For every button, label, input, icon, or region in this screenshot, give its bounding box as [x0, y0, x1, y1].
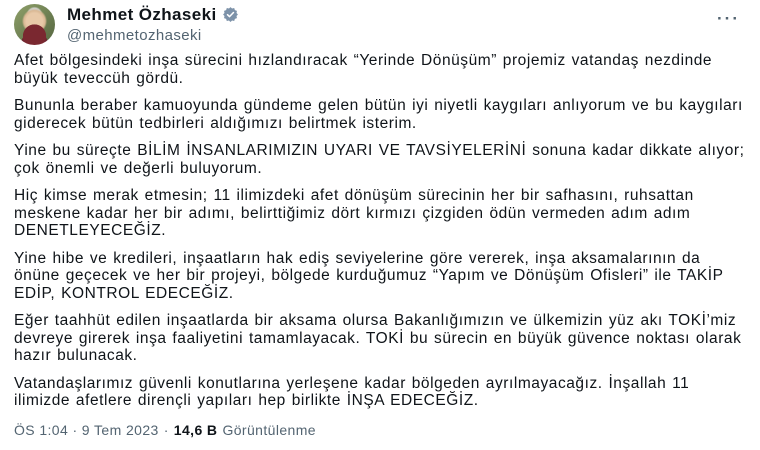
tweet-paragraph: Yine bu süreçte BİLİM İNSANLARIMIZIN UYARI VE TAVSİYELERİNİ sonuna kadar dikkate alıyor; çok önemli ve değerli buluyorum. — [14, 142, 745, 177]
tweet-header — [14, 4, 746, 46]
more-options-icon[interactable]: ··· — [717, 9, 740, 28]
avatar[interactable] — [14, 4, 55, 45]
tweet-paragraph: Yine hibe ve kredileri, inşaatların hak ediş seviyelerine göre vererek, inşa aksamalarının da önüne geçecek ve her bir projeyi, bölgede kurduğumuz “Yapım ve Dönüşüm Ofisleri” ile TAKİP EDİP, KONTROL EDECEĞİZ. — [14, 249, 724, 302]
tweet-paragraph: Eğer taahhüt edilen inşaatlarda bir aksama olursa Bakanlığımızın ve ülkemizin yüz akı TOKİ’miz devreye girerek inşa faaliyetini tamamlayacak. TOKİ bu sürecin en büyük güvence noktası olarak hazır bulunacak. — [14, 312, 742, 364]
tweet-paragraph: Vatandaşlarımız güvenli konutlarına yerleşene kadar bölgeden ayrılmayacağız. İnşallah 11 ilimizde afetlere dirençli yapıları hep birlikte İNŞA EDECEĞİZ. — [14, 374, 690, 409]
tweet-footer — [14, 422, 746, 438]
tweet-body — [14, 52, 746, 410]
verified-badge-icon — [222, 6, 239, 23]
tweet-paragraph: Hiç kimse merak etmesin; 11 ilimizdeki afet dönüşüm sürecinin her bir safhasını, ruhsattan meskene kadar her bir adımı, belirttiğimiz dört kırmızı çizgiden ödün vermeden adım adım DENETLEYECEĞİZ. — [14, 187, 694, 239]
views-count: 14,6 B — [173, 421, 218, 438]
tweet-paragraph: Bununla beraber kamuoyunda gündeme gelen bütün iyi niyetli kaygıları anlıyorum ve bu kaygıları giderecek bütün tedbirleri aldığımızı belirtmek isterim. — [14, 97, 743, 132]
author-handle[interactable]: @mehmetozhaseki — [67, 26, 202, 44]
views-label: Görüntülenme — [222, 421, 316, 438]
author-name[interactable]: Mehmet Özhaseki — [67, 5, 217, 24]
tweet-paragraph: Afet bölgesindeki inşa sürecini hızlandıracak “Yerinde Dönüşüm” projemiz vatandaş nezdinde büyük teveccüh gördü. — [14, 52, 713, 87]
tweet-timestamp[interactable]: ÖS 1:04 · 9 Tem 2023 — [14, 421, 159, 438]
author-block — [67, 4, 239, 44]
footer-separator: · — [163, 421, 169, 438]
